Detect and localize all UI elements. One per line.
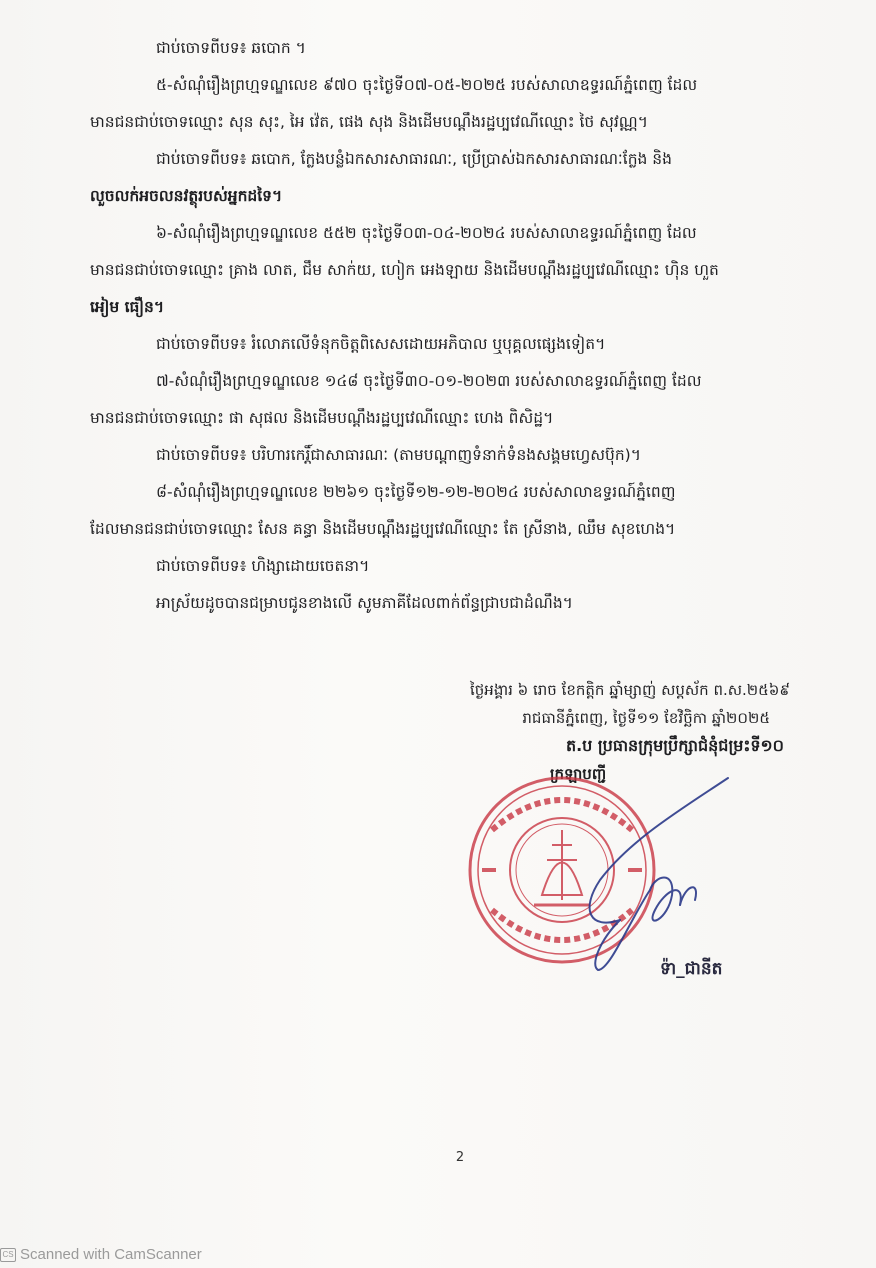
- text-line: ជាប់ចោទពីបទ៖ រំលោភលើទំនុកចិត្តពិសេសដោយអភិបាល ឬបុគ្គលផ្សេងទៀត។: [156, 335, 606, 353]
- text-line: ដែលមានជនជាប់ចោទឈ្មោះ សែន គន្ធា និងដើមបណ្តឹងរដ្ឋប្បវេណីឈ្មោះ តែ ស្រីនាង, ឈឹម សុខហេង។: [90, 520, 676, 538]
- text-line: មានជនជាប់ចោទឈ្មោះ ផា សុផល និងដើមបណ្តឹងរដ្ឋប្បវេណីឈ្មោះ ហេង ពិសិដ្ឋ។: [90, 409, 554, 427]
- handwritten-signature: [560, 770, 740, 980]
- text-line: ជាប់ចោទពីបទ៖ ឆបោក ។: [156, 39, 306, 57]
- camscanner-logo-icon: CS: [0, 1248, 16, 1262]
- lunar-date: ថ្ងៃអង្គារ ៦ រោច ខែកត្តិក ឆ្នាំម្សាញ់ សប្តស័ក ព.ស.២៥៦៩: [470, 681, 790, 699]
- document-body: [90, 30, 838, 622]
- text-line: អាស្រ័យដូចបានជម្រាបជូនខាងលើ សូមភាគីដែលពាក់ព័ន្ធជ្រាបជាដំណឹង។: [156, 594, 573, 612]
- signer-role: ក្រឡាបញ្ជី: [550, 765, 607, 783]
- text-line: ៧-សំណុំរឿងព្រហ្មទណ្ឌលេខ ១៤៨ ចុះថ្ងៃទី៣០-០១-២០២៣ របស់សាលាឧទ្ធរណ៍ភ្នំពេញ ដែល: [156, 372, 702, 390]
- text-line: ជាប់ចោទពីបទ៖ ហិង្សាដោយចេតនា។: [156, 557, 370, 575]
- signer-name: ទ៉ា_ជានីត: [660, 959, 723, 979]
- place-date: រាជធានីភ្នំពេញ, ថ្ងៃទី១១ ខែវិច្ឆិកា ឆ្នាំ២០២៥: [522, 709, 770, 727]
- on-behalf-title: ត.ប ប្រធានក្រុមប្រឹក្សាជំនុំជម្រះទី១០: [565, 736, 784, 755]
- text-line: ជាប់ចោទពីបទ៖ បរិហារកេរ្តិ៍ជាសាធារណៈ (តាមបណ្តាញទំនាក់ទំនងសង្គមហ្វេសប៊ុក)។: [156, 446, 641, 464]
- text-line: ជាប់ចោទពីបទ៖ ឆបោក, ក្លែងបន្លំឯកសារសាធារណៈ, ប្រើប្រាស់ឯកសារសាធារណៈក្លែង និង: [156, 150, 672, 168]
- watermark-text: Scanned with CamScanner: [20, 1246, 202, 1263]
- text-line: ៨-សំណុំរឿងព្រហ្មទណ្ឌលេខ ២២៦១ ចុះថ្ងៃទី១២-១២-២០២៤ របស់សាលាឧទ្ធរណ៍ភ្នំពេញ: [156, 483, 676, 501]
- text-line: អៀម ធឿន។: [90, 298, 165, 316]
- camscanner-watermark: [0, 1246, 202, 1263]
- text-line: ៦-សំណុំរឿងព្រហ្មទណ្ឌលេខ ៥៥២ ចុះថ្ងៃទី០៣-០៤-២០២៤ របស់សាលាឧទ្ធរណ៍ភ្នំពេញ ដែល: [156, 224, 697, 242]
- text-line: លួចលក់អចលនវត្ថុរបស់អ្នកដទៃ។: [90, 187, 283, 205]
- text-line: ៥-សំណុំរឿងព្រហ្មទណ្ឌលេខ ៩៧០ ចុះថ្ងៃទី០៧-០៥-២០២៥ របស់សាលាឧទ្ធរណ៍ភ្នំពេញ ដែល: [156, 76, 698, 94]
- page-number: 2: [455, 1150, 465, 1165]
- text-line: មានជនជាប់ចោទឈ្មោះ សុន សុះ, អៃ វ៉េត, ផេង សុង និងដើមបណ្តឹងរដ្ឋប្បវេណីឈ្មោះ ថៃ សុវណ្ណ។: [90, 113, 648, 131]
- text-line: មានជនជាប់ចោទឈ្មោះ គ្រាង លាត, ជឹម សាក់យ, ហៀក អេងឡាយ និងដើមបណ្តឹងរដ្ឋប្បវេណីឈ្មោះ ហ៊ិន ហួត: [90, 261, 719, 279]
